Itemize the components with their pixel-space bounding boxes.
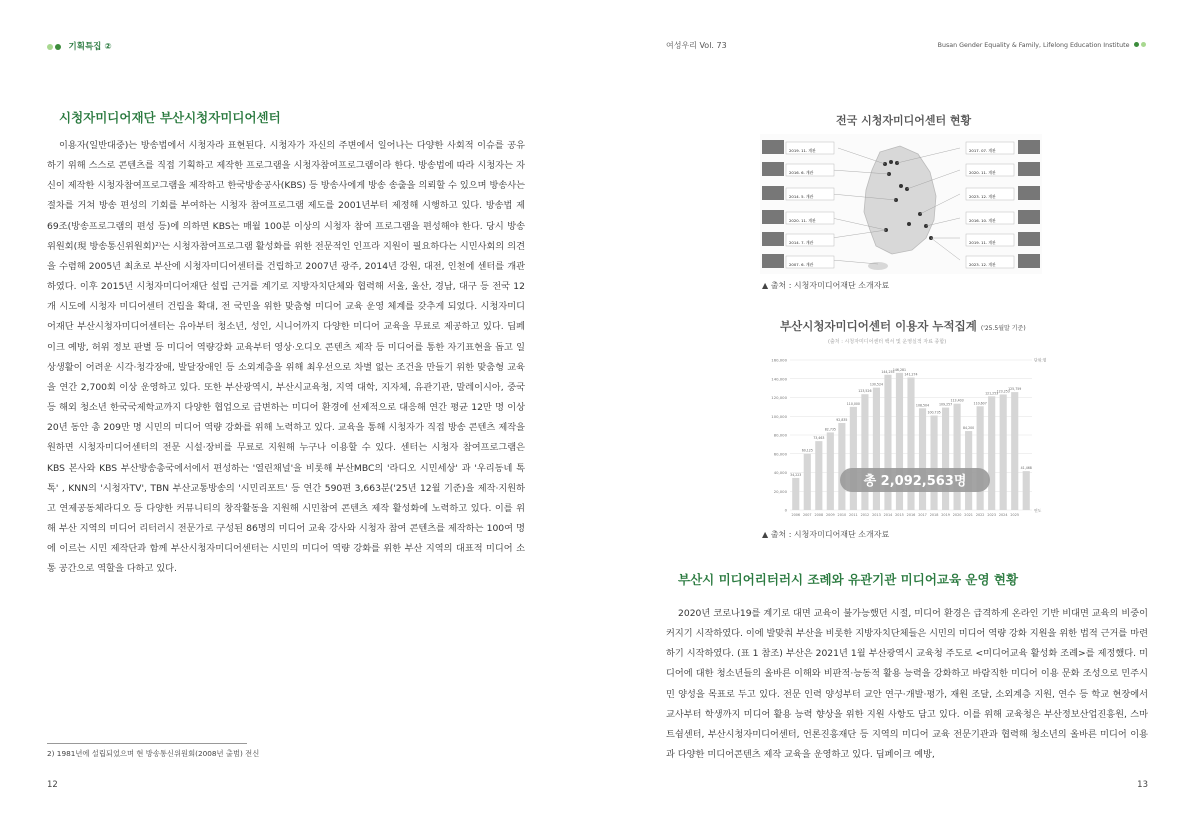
bar-value-label: 123,526 (858, 389, 872, 394)
y-tick-label: 160,000 (771, 357, 787, 363)
x-tick-label: 2016 (906, 513, 916, 517)
chart-title-note: ('25.5월말 기준) (980, 325, 1026, 332)
chart-title (780, 318, 1026, 334)
map-label-right: 2023. 12. 개관 (969, 194, 996, 199)
chart-bar (804, 454, 811, 510)
center-map-figure (760, 134, 1042, 274)
chart-bar (850, 407, 857, 510)
chart-bar (977, 406, 984, 510)
x-tick-label: 2025 (1010, 513, 1020, 517)
bar-value-label: 100,735 (927, 410, 941, 415)
map-label-left: 2019. 11. 개관 (789, 148, 816, 153)
map-label-right: 2020. 11. 개관 (969, 170, 996, 175)
chart-bar (1023, 471, 1030, 510)
x-tick-label: 2007 (802, 513, 812, 517)
bar-value-label: 146,281 (892, 367, 907, 372)
x-tick-label: 2015 (895, 513, 904, 517)
bar-value-label: 125,759 (1008, 387, 1022, 392)
chart-bar (838, 423, 845, 510)
bar-value-label: 144,255 (881, 369, 895, 374)
bar-value-label: 130,524 (869, 382, 884, 387)
map-label-left: 2007. 6. 개관 (789, 262, 814, 267)
x-tick-label: 2013 (872, 513, 881, 517)
x-tick-label: 2024 (998, 513, 1008, 517)
header-right (938, 40, 1148, 49)
bar-value-label: 123,253 (996, 389, 1010, 394)
chart-title-text: 부산시청자미디어센터 이용자 누적집계 (780, 319, 977, 333)
x-tick-label: 2021 (964, 513, 973, 517)
x-tick-label: 2008 (814, 513, 824, 517)
right-section-title: 부산시 미디어리터러시 조례와 유관기관 미디어교육 운영 현황 (678, 572, 1019, 587)
footnote: 2) 1981년에 설립되었으며 현 방송통신위원회(2008년 출범) 전신 (47, 749, 260, 758)
x-tick-label: 2023 (987, 513, 996, 517)
y-tick-label: 120,000 (771, 395, 787, 400)
bar-value-label: 110,000 (846, 401, 860, 406)
bar-value-label: 41,468 (1020, 466, 1032, 471)
section-label: 기획특집 ② (68, 42, 112, 52)
map-figure-title: 전국 시청자미디어센터 현황 (836, 114, 972, 127)
y-tick-label: 140,000 (771, 376, 787, 382)
leaf-dots-icon (47, 42, 63, 51)
header-center: 여성우리 Vol. 73 (666, 41, 727, 50)
user-count-chart (762, 342, 1052, 520)
x-tick-label: 2019 (941, 513, 950, 517)
chart-bar (942, 408, 949, 510)
x-tick-label: 2012 (860, 513, 870, 517)
bar-value-label: 113,403 (950, 398, 964, 403)
chart-bar (827, 432, 834, 510)
bar-value-label: 60,125 (801, 448, 813, 453)
bar-value-label: 110,607 (973, 401, 987, 406)
map-label-left: 2020. 11. 개관 (789, 218, 816, 223)
bar-value-label: 109,257 (938, 402, 953, 407)
x-tick-label: 2010 (837, 513, 847, 517)
y-tick-label: 20,000 (773, 488, 787, 494)
total-badge-text: 총 2,092,563명 (863, 474, 967, 489)
bar-chart-svg (762, 342, 1052, 520)
right-body-text: 2020년 코로나19를 계기로 대면 교육이 불가능했던 시절, 미디어 환경은 급격하게 온라인 기반 비대면 교육의 비중이 커지기 시작하였다. 이에 발맞춰 부산을 비롯한 지방자치단체들은 시민의 미디어 역량 강화 지원을 위한 법적 근거를 마련하기 시작하였다. (표 1 참조) 부산은 2021년 1월 부산광역시 교육청 주도로 <미디어교육 활성화 조례>를 제정했다. 미디어에 대한 청소년들의 올바른 이해와 비판적·능동적 활용 능력을 강화하고 바람직한 미디어 이용 문화 조성으로 민주시민 양성을 목표로 두고 있다. 전문 인력 양성부터 교안 연구·개발·평가, 재원 조달, 소외계층 지원, 연수 등 학교 현장에서 교사부터 학생까지 미디어 활용 능력 향상을 위한 지원 사항도 담고 있다. 이를 위해 교육청은 부산정보산업진흥원, 스마트쉼센터, 부산시청자미디어센터, 언론진흥재단 등 지역의 미디어 교육 전문기관과 협력해 청소년의 올바른 미디어 이용과 다양한 미디어콘텐츠 제작 교육을 운영하고 있다. 딥페이크 예방, (666, 608, 1148, 761)
korea-map-illustration (760, 134, 1042, 274)
chart-bar (919, 408, 926, 510)
bar-value-label: 73,463 (813, 436, 825, 441)
chart-bar (988, 396, 995, 510)
chart-bar (954, 404, 961, 510)
chart-bar (930, 416, 937, 510)
x-tick-label: 2011 (849, 513, 858, 517)
x-axis-label: 연도 (1034, 508, 1042, 513)
map-label-left: 2016. 6. 개관 (789, 170, 814, 175)
footnote-divider (47, 743, 247, 744)
x-tick-label: 2018 (929, 513, 939, 517)
header-left (47, 40, 112, 52)
x-tick-label: 2022 (975, 513, 985, 517)
chart-caption: ▲ 출처 : 시청자미디어재단 소개자료 (762, 530, 890, 539)
x-tick-label: 2020 (952, 513, 962, 517)
x-tick-label: 2017 (918, 513, 927, 517)
page-number-right: 13 (1137, 780, 1148, 790)
map-label-right: 2019. 11. 개관 (969, 240, 996, 245)
y-tick-label: 100,000 (771, 413, 787, 419)
map-label-left: 2014. 7. 개관 (789, 240, 814, 245)
x-tick-label: 2014 (883, 513, 893, 517)
y-tick-label: 40,000 (773, 470, 787, 475)
map-label-right: 2017. 07. 개관 (969, 148, 996, 153)
y-tick-label: 60,000 (773, 451, 787, 457)
chart-subtitle: (출처 : 시청자미디어센터 백서 및 운영실적 자료 종합) (828, 339, 947, 345)
chart-bar (792, 478, 799, 510)
leaf-dots-icon (1134, 40, 1148, 49)
bar-value-label: 108,504 (915, 403, 930, 408)
bar-value-label: 34,223 (790, 472, 802, 477)
y-tick-label: 80,000 (773, 432, 787, 438)
bar-value-label: 82,735 (824, 427, 836, 432)
left-body-text: 이용자(일반대중)는 방송법에서 시청자라 표현된다. 시청자가 자신의 주변에서 일어나는 다양한 사회적 이슈를 공유하기 위해 스스로 콘텐츠를 직접 기획하고 제작한 프로그램을 시청자참여프로그램이라 한다. 방송법에 따라 시청자는 자신이 제작한 시청자참여프로그램을 제작하고 한국방송공사(KBS) 등 방송사에게 방송 송출을 의뢰할 수 있으며 방송사는 절차를 거쳐 방송 편성의 기회를 부여하는 시청자 참여프로그램 제도를 2001년부터 제정해 시행하고 있다. 방송법 제69조(방송프로그램의 편성 등)에 의하면 KBS는 매월 100분 이상의 시청자 참여 프로그램을 편성해야 한다. 당시 방송위원회(現 방송통신위원회)²⁾는 시청자참여프로그램 활성화를 위한 전문적인 인프라 지원이 필요하다는 시민사회의 의견을 수렴해 2005년 최초로 부산에 시청자미디어센터를 건립하고 2007년 광주, 2014년 강원, 대전, 인천에 센터를 개관하였다. 이후 2015년 시청자미디어재단 설립 근거를 계기로 지방자치단체와 협력해 서울, 울산, 경남, 대구 등 전국 12개 시도에 시청자 미디어센터 건립을 확대, 전 국민을 위한 맞춤형 미디어 교육 운영 체계를 갖추게 되었다. 시청자미디어재단 부산시청자미디어센터는 유아부터 청소년, 성인, 시니어까지 다양한 미디어 교육을 무료로 제공하고 있다. 딥페이크 예방, 허위 정보 판별 등 미디어 역량강화 교육부터 영상·오디오 콘텐츠 제작 등 미디어를 통한 자기표현을 돕고 일상생활이 어려운 시각·청각장애, 발달장애인 등 소외계층을 위해 최우선으로 차별 없는 조건을 만들기 위한 맞춤형 교육을 연간 2,700회 이상 운영하고 있다. 또한 부산광역시, 부산시교육청, 지역 대학, 지자체, 유관기관, 말레이시아, 중국 등 해외 청소년 한국국제학교까지 다양한 협업으로 급변하는 미디어 환경에 선제적으로 대응해 연간 평균 12만 명 이상 20년 동안 총 209만 명 시민의 미디어 역량 강화를 위해 노력하고 있다. 교육을 통해 시청자가 직접 방송 콘텐츠 제작을 원하면 시청자미디어센터의 전문 시설·장비를 무료로 지원해 누구나 이용할 수 있다. 센터는 시청자 참여프로그램은 KBS 본사와 KBS 부산방송총국에서에서 편성하는 '열린채널'을 비롯해 부산MBC의 '라디오 시민세상' 과 '우리동네 톡톡' , KNN의 '시청자TV', TBN 부산교통방송의 '시민리포트' 등 연간 590편 3,663분('25년 12월 기준)을 제작·지원하고 연제공동체라디오 등 다양한 커뮤니티의 창작활동을 지원해 시민참여 콘텐츠 제작 활성화에 노력하고 있다. 이를 위해 부산 지역의 미디어 리터러시 전문가로 구성된 86명의 미디어 교육 강사와 시청자 참여 콘텐츠를 제작하는 100여 명에 이르는 시민 제작단과 함께 부산시청자미디어센터는 시민의 미디어 역량 강화를 위한 부산 지역의 대표적 미디어 소통 공간으로 역할을 다하고 있다. (47, 140, 525, 575)
chart-bar (815, 441, 822, 510)
bar-value-label: 121,253 (985, 391, 999, 396)
map-label-right: 2016. 10. 개관 (969, 218, 996, 223)
x-tick-label: 2009 (826, 513, 835, 517)
bar-value-label: 92,835 (836, 417, 848, 422)
y-unit-label: 단위:명 (1034, 357, 1047, 363)
left-section-title: 시청자미디어재단 부산시청자미디어센터 (59, 110, 281, 125)
chart-bar (861, 394, 868, 510)
bar-value-label: 141,274 (904, 372, 918, 377)
x-tick-label: 2006 (791, 513, 801, 517)
chart-bar (1000, 394, 1007, 510)
map-label-right: 2023. 12. 개관 (969, 262, 996, 267)
page-number-left: 12 (47, 780, 58, 790)
bar-value-label: 84,200 (963, 426, 975, 431)
map-caption: ▲ 출처 : 시청자미디어재단 소개자료 (762, 281, 890, 290)
y-tick-label: 0 (784, 507, 787, 513)
chart-bar (1011, 392, 1018, 510)
map-label-left: 2014. 5. 개관 (789, 194, 814, 199)
institute-name: Busan Gender Equality & Family, Lifelong Education Institute (937, 42, 1130, 49)
